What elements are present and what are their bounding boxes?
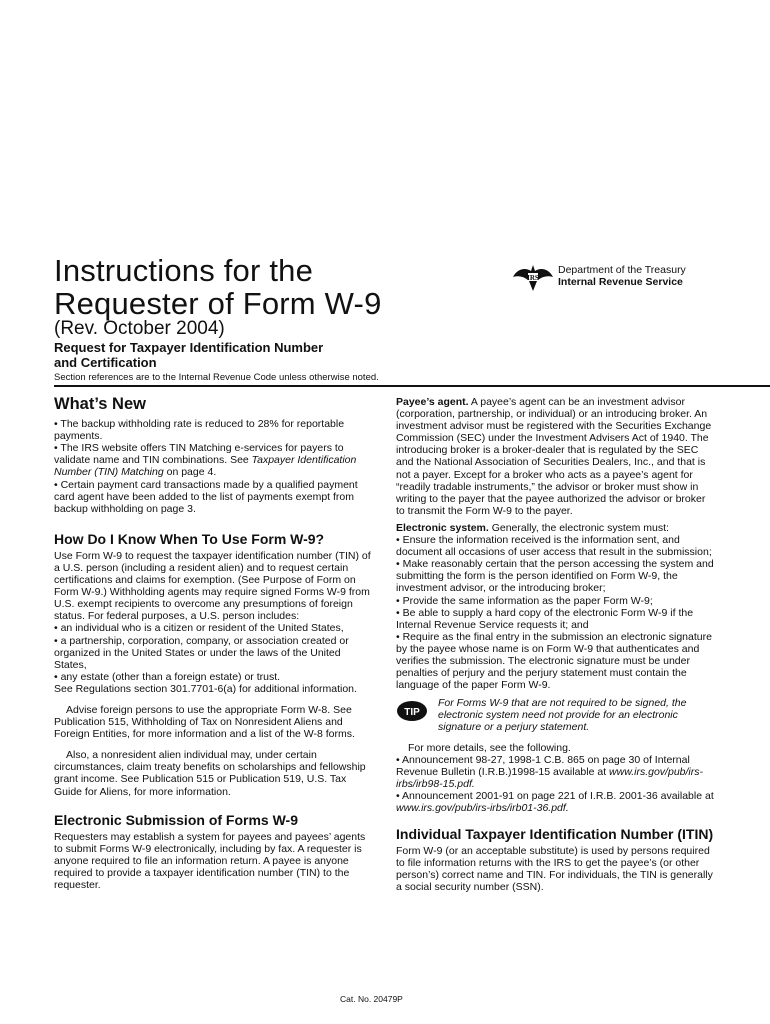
how-do-i-know-heading: How Do I Know When To Use Form W-9? bbox=[54, 530, 325, 547]
section-note: Section references are to the Internal Revenue Code unless otherwise noted. bbox=[54, 372, 379, 383]
subtitle-line-1: Request for Taxpayer Identification Number bbox=[54, 340, 324, 355]
whats-new-heading: What’s New bbox=[54, 395, 146, 413]
itin-heading: Individual Taxpayer Identification Number (ITIN) bbox=[396, 826, 714, 843]
tip-box bbox=[396, 697, 716, 733]
electronic-system-paragraph: Electronic system. Generally, the electronic system must: bbox=[396, 521, 669, 534]
tin-matching-reference: Taxpayer Identification Number (TIN) Matching bbox=[54, 454, 357, 479]
how-paragraph-3: Advise foreign persons to use the appropriate Form W-8. See Publication 515, Withholding of Tax on Nonresident Aliens and Foreign Entities, for more information and a list of the W-8 forms. bbox=[54, 703, 355, 741]
page-title bbox=[54, 254, 382, 320]
electronic-system-label: Electronic system. bbox=[396, 521, 489, 534]
form-subtitle bbox=[54, 340, 434, 370]
announcement-1: • Announcement 98-27, 1998-1 C.B. 865 on page 30 of Internal Revenue Bulletin (I.R.B.)1998-15 available at www.irs.gov/pub/irs-irbs/irb98-15.pdf. bbox=[396, 753, 703, 790]
announcement-2: • Announcement 2001-91 on page 221 of I.R.B. 2001-36 available at www.irs.gov/pub/irs-irbs/irb01-36.pdf. bbox=[396, 789, 714, 814]
subtitle-line-2: and Certification bbox=[54, 355, 157, 370]
how-bullet-2: • a partnership, corporation, company, or association created or organized in the United States or under the laws of the United States, bbox=[54, 634, 349, 671]
more-details-paragraph: For more details, see the following. bbox=[408, 741, 571, 754]
tip-text: For Forms W-9 that are not required to be signed, the electronic system need not provide for an electronic signature or a perjury statement. bbox=[438, 697, 687, 734]
whats-new-bullet-1: • The backup withholding rate is reduced to 28% for reportable payments. bbox=[54, 418, 345, 443]
electronic-submission-paragraph: Requesters may establish a system for payees and payees’ agents to submit Forms W-9 electronically, including by fax. A requester is anyone required to file an information return. A payee is anyone required to provide a taxpayer identification number (TIN) to the requester. bbox=[54, 830, 366, 891]
title-line-1: Instructions for the bbox=[54, 253, 314, 288]
how-paragraph-1: Use Form W-9 to request the taxpayer identification number (TIN) of a U.S. person (including a resident alien) and to request certain certifications and claims for exemption. (See Purpose of Form on Form W-9.) Withholding agents may require signed Forms W-9 from U.S. exempt recipients to overcome any presumptions of foreign status. For federal purposes, a U.S. person includes: bbox=[54, 549, 371, 623]
department-name: Department of the Treasury bbox=[558, 264, 686, 276]
how-paragraph-2: See Regulations section 301.7701-6(a) for additional information. bbox=[54, 682, 357, 695]
itin-paragraph: Form W-9 (or an acceptable substitute) is used by persons required to file information returns with the IRS to get the payee’s (or other person’s) correct name and TIN. For individuals, the TIN is generally a social security number (SSN). bbox=[396, 845, 713, 894]
left-column bbox=[54, 396, 372, 891]
how-bullet-3: • any estate (other than a foreign estate) or trust. bbox=[54, 670, 281, 683]
tip-label: TIP bbox=[404, 707, 420, 719]
irs-eagle-logo-icon bbox=[511, 261, 555, 293]
header-divider bbox=[54, 385, 770, 387]
how-bullet-1: • an individual who is a citizen or resident of the United States, bbox=[54, 622, 344, 635]
payee-agent-label: Payee’s agent. bbox=[396, 396, 469, 408]
announcement-2-url: www.irs.gov/pub/irs-irbs/irb01-36.pdf. bbox=[396, 802, 569, 814]
department-block bbox=[558, 264, 686, 288]
svg-text:IRS: IRS bbox=[527, 274, 539, 282]
es-bullet-5: • Require as the final entry in the submission an electronic signature by the payee whose name is on Form W-9 that authenticates and verifies the submission. The electronic signature must be under penalties of perjury and the perjury statement must contain the language of the paper Form W-9. bbox=[396, 630, 712, 692]
how-paragraph-4: Also, a nonresident alien individual may, under certain circumstances, claim treaty benefits on scholarships and fellowship grant income. See Publication 515 or Publication 519, U.S. Tax Guide for Aliens, for more information. bbox=[54, 749, 366, 798]
whats-new-bullet-3: • Certain payment card transactions made by a qualified payment card agent have been added to the list of payments exempt from backup withholding on page 3. bbox=[54, 478, 358, 515]
right-column bbox=[396, 396, 716, 893]
tip-icon bbox=[396, 699, 428, 723]
es-bullet-2: • Make reasonably certain that the person accessing the system and submitting the form is the person identified on Form W-9, the investment advisor, or the introducing broker; bbox=[396, 558, 714, 595]
catalog-number: Cat. No. 20479P bbox=[340, 994, 403, 1004]
announcement-1-url: www.irs.gov/pub/irs-irbs/irb98-15.pdf. bbox=[396, 765, 703, 790]
es-bullet-4: • Be able to supply a hard copy of the electronic Form W-9 if the Internal Revenue Service requests it; and bbox=[396, 606, 694, 631]
title-line-2: Requester of Form W-9 bbox=[54, 286, 382, 321]
payee-agent-paragraph: Payee’s agent. A payee’s agent can be an investment advisor (corporation, partnership, or individual) or an introducing broker. An investment advisor must be registered with the Securities Exchange Commission (SEC) under the Investment Advisers Act of 1940. The introducing broker is a broker-dealer that is regulated by the SEC and the National Association of Securities Dealers, Inc., and that is not a payer. Except for a broker who acts as a payee’s agent for “readily tradable instruments,” the advisor or broker must show in writing to the payer that the payee authorized the advisor or broker to transmit the Form W-9 to the payer. bbox=[396, 396, 712, 517]
es-bullet-1: • Ensure the information received is the information sent, and document all occasions of user access that result in the submission; bbox=[396, 534, 712, 559]
whats-new-bullet-2: • The IRS website offers TIN Matching e-services for payers to validate name and TIN combinations. See Taxpayer Identification Number (TIN) Matching on page 4. bbox=[54, 442, 357, 479]
es-bullet-3: • Provide the same information as the paper Form W-9; bbox=[396, 594, 653, 607]
agency-name: Internal Revenue Service bbox=[558, 276, 683, 288]
revision-date: (Rev. October 2004) bbox=[54, 318, 225, 339]
electronic-submission-heading: Electronic Submission of Forms W-9 bbox=[54, 811, 298, 828]
